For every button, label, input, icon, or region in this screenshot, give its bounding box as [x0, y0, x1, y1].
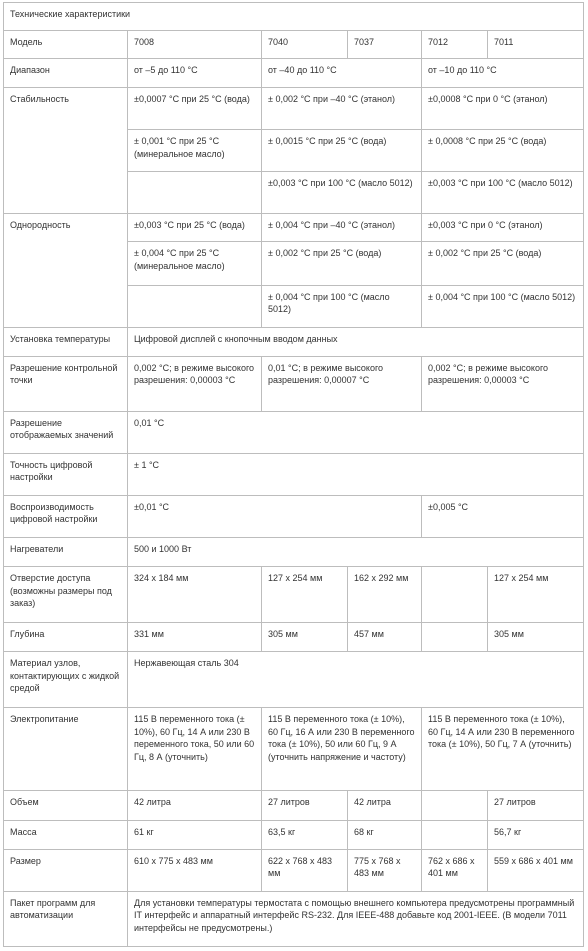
uniformity-7012-3: ± 0,004 °C при 100 °C (масло 5012) [422, 285, 584, 327]
stability-7012-1: ±0,0008 °C при 0 °C (этанол) [422, 88, 584, 130]
size-7008: 610 x 775 x 483 мм [128, 849, 262, 891]
size-7037: 775 x 768 x 483 мм [348, 849, 422, 891]
uniformity-7040-3: ± 0,004 °C при 100 °C (масло 5012) [262, 285, 422, 327]
repeatability-7012-7011: ±0,005 °C [422, 495, 584, 537]
power-label: Электропитание [4, 708, 128, 791]
table-row [4, 495, 584, 537]
temp-setting-label: Установка температуры [4, 327, 128, 356]
mass-7037: 68 кг [348, 820, 422, 849]
specifications-table-body [4, 3, 584, 947]
table-row [4, 411, 584, 453]
depth-7011: 305 мм [488, 623, 584, 652]
material-label: Материал узлов, контактирующих с жидкой средой [4, 652, 128, 708]
volume-7008: 42 литра [128, 791, 262, 820]
uniformity-7040-1: ± 0,004 °C при –40 °C (этанол) [262, 214, 422, 242]
uniformity-7040-2: ± 0,002 °C при 25 °C (вода) [262, 242, 422, 285]
table-row [4, 356, 584, 411]
table-title-row [4, 3, 584, 31]
table-row [4, 453, 584, 495]
display-resolution-value: 0,01 °C [128, 411, 584, 453]
volume-7012 [422, 791, 488, 820]
specifications-table [3, 2, 584, 947]
access-7040: 127 x 254 мм [262, 567, 348, 623]
setting-accuracy-value: ± 1 °C [128, 453, 584, 495]
setting-accuracy-label: Точность цифровой настройки [4, 453, 128, 495]
stability-7008-2: ± 0,001 °C при 25 °C (минеральное масло) [128, 130, 262, 172]
stability-7040-1: ± 0,002 °C при –40 °C (этанол) [262, 88, 422, 130]
table-row [4, 820, 584, 849]
table-row [4, 327, 584, 356]
volume-7011: 27 литров [488, 791, 584, 820]
repeatability-label: Воспроизводимость цифровой настройки [4, 495, 128, 537]
control-resolution-7008: 0,002 °C; в режиме высокого разрешения: 0,00003 °C [128, 356, 262, 411]
table-row [4, 567, 584, 623]
repeatability-7008-7037: ±0,01 °C [128, 495, 422, 537]
power-7008: 115 В переменного тока (± 10%), 60 Гц, 14 А или 230 В переменного тока, 50 или 60 Гц, 8 А (уточнить) [128, 708, 262, 791]
stability-7008-1: ±0,0007 °C при 25 °C (вода) [128, 88, 262, 130]
range-label: Диапазон [4, 59, 128, 88]
stability-7012-2: ± 0,0008 °C при 25 °C (вода) [422, 130, 584, 172]
size-7011: 559 x 686 x 401 мм [488, 849, 584, 891]
stability-7012-3: ±0,003 °C при 100 °C (масло 5012) [422, 172, 584, 214]
table-row [4, 791, 584, 820]
stability-7040-2: ± 0,0015 °C при 25 °C (вода) [262, 130, 422, 172]
table-row [4, 708, 584, 791]
range-7012-7011: от –10 до 110 °C [422, 59, 584, 88]
power-7040-7037: 115 В переменного тока (± 10%), 60 Гц, 16 А или 230 В переменного тока (± 10%), 50 или 60 Гц, 9 А (уточнить напряжение и частоту) [262, 708, 422, 791]
mass-label: Масса [4, 820, 128, 849]
table-row [4, 88, 584, 130]
power-7012-7011: 115 В переменного тока (± 10%), 60 Гц, 14 А или 230 В переменного тока (± 10%), 50 Гц, 7 А (уточнить) [422, 708, 584, 791]
table-row [4, 214, 584, 242]
mass-7008: 61 кг [128, 820, 262, 849]
uniformity-7012-2: ± 0,002 °C при 25 °C (вода) [422, 242, 584, 285]
table-row [4, 891, 584, 946]
mass-7011: 56,7 кг [488, 820, 584, 849]
display-resolution-label: Разрешение отображаемых значений [4, 411, 128, 453]
software-label: Пакет программ для автоматизации [4, 891, 128, 946]
size-label: Размер [4, 849, 128, 891]
volume-label: Объем [4, 791, 128, 820]
stability-label: Стабильность [4, 88, 128, 214]
volume-7037: 42 литра [348, 791, 422, 820]
model-7040: 7040 [262, 31, 348, 59]
control-resolution-7012: 0,002 °C; в режиме высокого разрешения: 0,00003 °C [422, 356, 584, 411]
material-value: Нержавеющая сталь 304 [128, 652, 584, 708]
table-row [4, 537, 584, 566]
uniformity-7012-1: ±0,003 °C при 0 °C (этанол) [422, 214, 584, 242]
volume-7040: 27 литров [262, 791, 348, 820]
access-7011: 127 x 254 мм [488, 567, 584, 623]
mass-7012 [422, 820, 488, 849]
uniformity-7008-1: ±0,003 °C при 25 °C (вода) [128, 214, 262, 242]
depth-7037: 457 мм [348, 623, 422, 652]
depth-label: Глубина [4, 623, 128, 652]
uniformity-7008-3 [128, 285, 262, 327]
table-row [4, 652, 584, 708]
stability-7008-3 [128, 172, 262, 214]
access-opening-label: Отверстие доступа (возможны размеры под заказ) [4, 567, 128, 623]
mass-7040: 63,5 кг [262, 820, 348, 849]
stability-7040-3: ±0,003 °C при 100 °C (масло 5012) [262, 172, 422, 214]
model-7008: 7008 [128, 31, 262, 59]
temp-setting-value: Цифровой дисплей с кнопочным вводом данных [128, 327, 584, 356]
access-7008: 324 x 184 мм [128, 567, 262, 623]
size-7040: 622 x 768 x 483 мм [262, 849, 348, 891]
model-label: Модель [4, 31, 128, 59]
uniformity-7008-2: ± 0,004 °C при 25 °C (минеральное масло) [128, 242, 262, 285]
depth-7040: 305 мм [262, 623, 348, 652]
table-row [4, 59, 584, 88]
model-7011: 7011 [488, 31, 584, 59]
control-resolution-7040: 0,01 °C; в режиме высокого разрешения: 0,00007 °C [262, 356, 422, 411]
uniformity-label: Однородность [4, 214, 128, 327]
table-row [4, 623, 584, 652]
access-7012 [422, 567, 488, 623]
table-title: Технические характеристики [4, 3, 584, 31]
heaters-label: Нагреватели [4, 537, 128, 566]
software-value: Для установки температуры термостата с помощью внешнего компьютера предусмотрены программный IT интерфейс и аппаратный интерфейс RS-232. Для IEEE-488 добавьте код 2001-IEEE. (В модели 7011 интерфейсы не предусмотрены.) [128, 891, 584, 946]
model-7037: 7037 [348, 31, 422, 59]
size-7012: 762 x 686 x 401 мм [422, 849, 488, 891]
table-row [4, 849, 584, 891]
heaters-value: 500 и 1000 Вт [128, 537, 584, 566]
access-7037: 162 x 292 мм [348, 567, 422, 623]
table-row [4, 31, 584, 59]
range-7040-7037: от –40 до 110 °C [262, 59, 422, 88]
range-7008: от –5 до 110 °C [128, 59, 262, 88]
depth-7012 [422, 623, 488, 652]
control-resolution-label: Разрешение контрольной точки [4, 356, 128, 411]
model-7012: 7012 [422, 31, 488, 59]
depth-7008: 331 мм [128, 623, 262, 652]
